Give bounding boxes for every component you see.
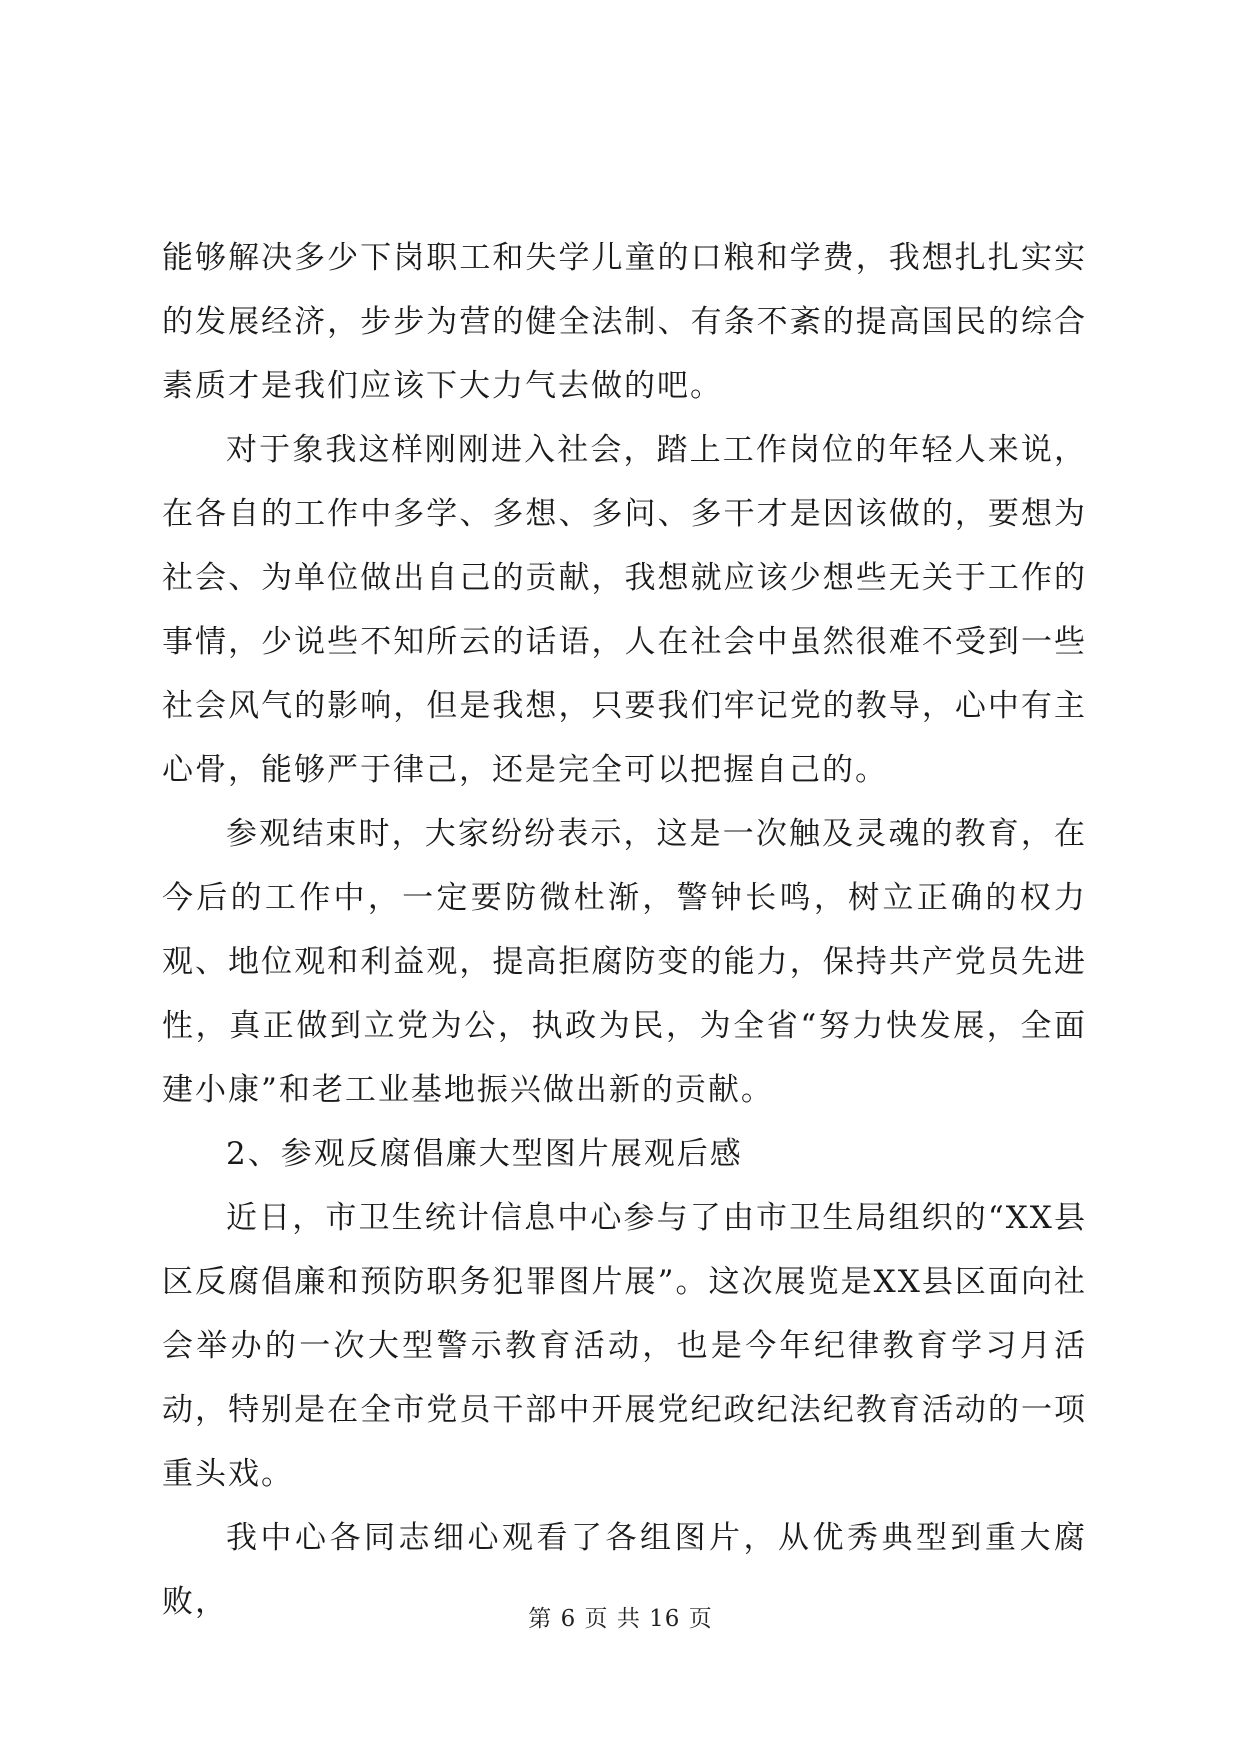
paragraph-3: 参观结束时，大家纷纷表示，这是一次触及灵魂的教育，在今后的工作中，一定要防微杜渐，警钟长鸣，树立正确的权力观、地位观和利益观，提高拒腐防变的能力，保持共产党员先进性，真正做到立党为公，执政为民，为全省“努力快发展，全面建小康”和老工业基地振兴做出新的贡献。 — [162, 816, 1087, 1108]
section-heading: 2、参观反腐倡廉大型图片展观后感 — [226, 1136, 743, 1172]
paragraph-1: 能够解决多少下岗职工和失学儿童的口粮和学费，我想扎扎实实的发展经济，步步为营的健全法制、有条不紊的提高国民的综合素质才是我们应该下大力气去做的吧。 — [162, 240, 1087, 404]
paragraph-4: 近日，市卫生统计信息中心参与了由市卫生局组织的“XX县区反腐倡廉和预防职务犯罪图片展”。这次展览是XX县区面向社会举办的一次大型警示教育活动，也是今年纪律教育学习月活动，特别是在全市党员干部中开展党纪政纪法纪教育活动的一项重头戏。 — [162, 1200, 1087, 1492]
document-body — [162, 226, 1087, 1634]
page-footer: 第 6 页 共 16 页 — [528, 1606, 713, 1632]
paragraph-2: 对于象我这样刚刚进入社会，踏上工作岗位的年轻人来说，在各自的工作中多学、多想、多问、多干才是因该做的，要想为社会、为单位做出自己的贡献，我想就应该少想些无关于工作的事情，少说些不知所云的话语，人在社会中虽然很难不受到一些社会风气的影响，但是我想，只要我们牢记党的教导，心中有主心骨，能够严于律己，还是完全可以把握自己的。 — [162, 432, 1087, 788]
paragraph-5: 我中心各同志细心观看了各组图片，从优秀典型到重大腐败， — [162, 1520, 1087, 1620]
